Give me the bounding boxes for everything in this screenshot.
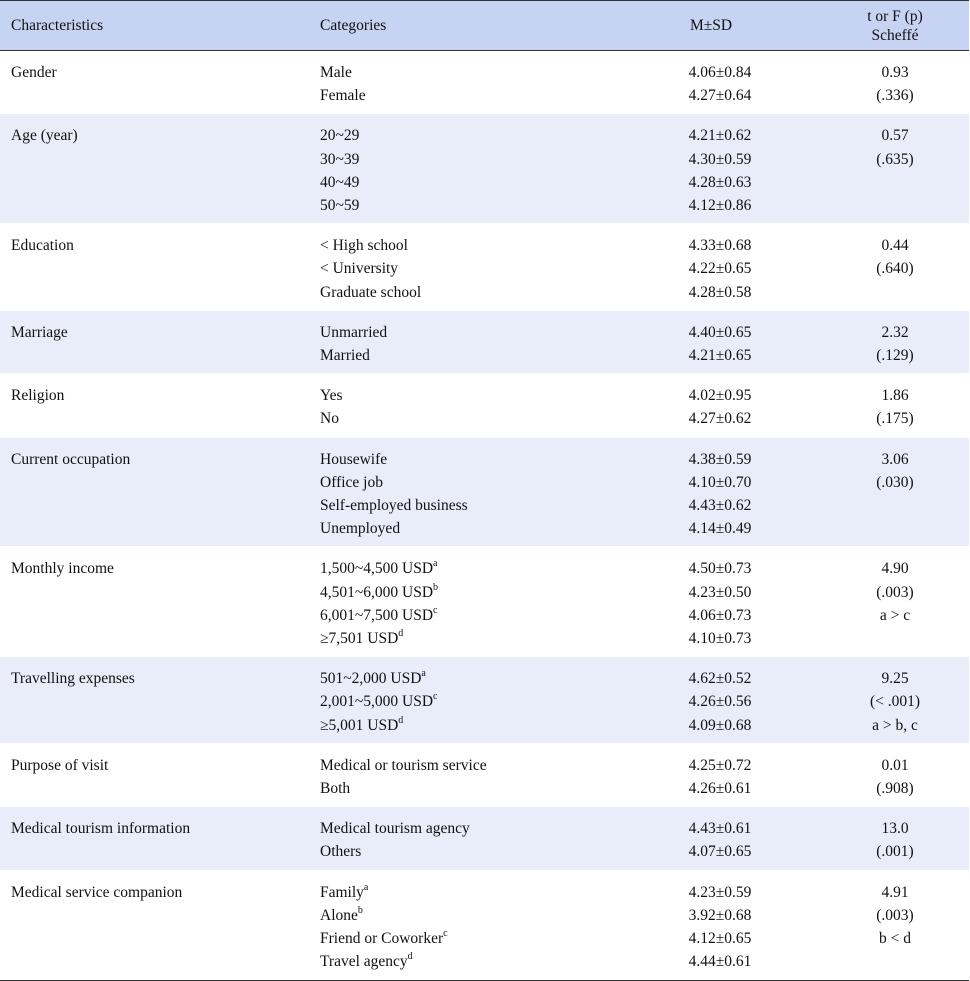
statistic-value: (.908) (876, 780, 914, 798)
msd-value: 4.43±0.62 (688, 497, 752, 515)
msd-value: 4.40±0.65 (688, 323, 752, 341)
category-label: Travel agency (320, 953, 408, 971)
statistic-value: (.336) (876, 87, 914, 105)
msd-cell (601, 114, 821, 224)
category-superscript: a (433, 558, 438, 570)
table-row (0, 807, 969, 870)
msd-value: 4.23±0.59 (688, 883, 752, 901)
statistic-value: (.129) (876, 347, 914, 365)
category-item (320, 881, 601, 904)
statistic-value: 0.93 (881, 64, 909, 81)
statistic-cell (821, 657, 969, 744)
msd-cell (601, 547, 821, 657)
category-item (320, 494, 601, 517)
statistic-value: 2.32 (881, 323, 909, 341)
msd-value: 4.43±0.61 (688, 820, 752, 838)
statistic-cell (821, 547, 969, 657)
category-label: < High school (320, 237, 408, 255)
msd-value: 4.06±0.73 (688, 606, 752, 624)
statistic-cell (821, 743, 969, 806)
msd-value: 4.25±0.72 (688, 756, 752, 774)
msd-value: 4.22±0.65 (688, 260, 752, 278)
msd-cell (601, 807, 821, 870)
statistic-cell (821, 807, 969, 870)
category-item (320, 407, 601, 430)
category-label: Housewife (320, 450, 388, 468)
msd-cell (601, 743, 821, 806)
category-superscript: b (357, 904, 363, 916)
category-label: 1,500~4,500 USD (320, 560, 434, 578)
category-label: Alone (320, 906, 358, 924)
statistic-value: 9.25 (881, 670, 909, 688)
category-superscript: b (433, 581, 439, 593)
category-item (320, 777, 601, 800)
statistic-value: (.003) (876, 583, 914, 601)
header-statistic-line2: Scheffé (871, 26, 919, 44)
category-item (320, 817, 601, 840)
msd-value: 4.27±0.62 (688, 410, 752, 428)
msd-cell (601, 374, 821, 437)
table-row (0, 743, 969, 806)
category-superscript: c (433, 604, 438, 616)
category-label: Medical tourism agency (320, 820, 470, 838)
msd-value: 4.10±0.73 (688, 630, 752, 648)
categories-cell (308, 374, 601, 437)
categories-cell (308, 743, 601, 806)
category-item (320, 517, 601, 540)
statistic-value: (.635) (876, 150, 914, 168)
header-statistic (821, 1, 969, 51)
category-superscript: d (398, 627, 404, 639)
category-item (320, 690, 601, 713)
characteristic-cell: Education (11, 237, 74, 255)
category-label: 40~49 (320, 173, 360, 191)
category-item (320, 604, 601, 627)
msd-value: 4.07±0.65 (688, 843, 752, 861)
categories-cell (308, 870, 601, 980)
category-label: No (320, 410, 339, 428)
msd-cell (601, 437, 821, 547)
category-item (320, 194, 601, 217)
msd-value: 4.06±0.84 (688, 64, 752, 81)
categories-cell (308, 51, 601, 114)
table-row (0, 224, 969, 311)
category-superscript: a (363, 881, 369, 893)
category-label: Medical or tourism service (320, 756, 487, 774)
category-label: Self-employed business (320, 497, 468, 515)
category-label: ≥5,001 USD (320, 716, 399, 734)
header-characteristics: Characteristics (11, 17, 104, 34)
msd-value: 4.12±0.86 (688, 197, 752, 215)
statistic-value: (.003) (876, 906, 914, 924)
category-item (320, 171, 601, 194)
categories-cell (308, 547, 601, 657)
msd-value: 4.26±0.56 (688, 693, 752, 711)
statistic-value: 0.57 (881, 127, 909, 145)
characteristic-cell: Marriage (11, 323, 68, 341)
statistic-value: 3.06 (881, 450, 909, 468)
category-label: 4,501~6,000 USD (320, 583, 434, 601)
category-item (320, 234, 601, 257)
statistic-value: 13.0 (881, 820, 909, 838)
categories-cell (308, 114, 601, 224)
category-label: 50~59 (320, 197, 360, 215)
msd-value: 4.62±0.52 (688, 670, 752, 688)
category-superscript: c (433, 691, 438, 703)
category-label: Graduate school (320, 283, 422, 301)
category-label: Others (320, 843, 362, 861)
category-item (320, 840, 601, 863)
category-label: 6,001~7,500 USD (320, 606, 434, 624)
msd-cell (601, 51, 821, 114)
msd-value: 4.23±0.50 (688, 583, 752, 601)
categories-cell (308, 437, 601, 547)
header-row (0, 1, 969, 51)
msd-value: 4.33±0.68 (688, 237, 752, 255)
statistic-value: 0.01 (881, 756, 909, 774)
characteristic-cell: Medical service companion (11, 883, 183, 901)
categories-cell (308, 657, 601, 744)
category-item (320, 84, 601, 107)
statistic-value: a > b, c (872, 716, 918, 734)
statistic-cell (821, 374, 969, 437)
category-label: < University (320, 260, 399, 278)
category-label: Office job (320, 473, 383, 491)
statistic-cell (821, 437, 969, 547)
category-label: ≥7,501 USD (320, 630, 399, 648)
header-categories: Categories (320, 17, 387, 34)
header-msd: M±SD (689, 17, 733, 34)
category-item (320, 557, 601, 580)
category-item (320, 344, 601, 367)
msd-value: 4.26±0.61 (688, 780, 752, 798)
category-item (320, 384, 601, 407)
category-superscript: d (398, 714, 404, 726)
category-item (320, 61, 601, 84)
category-superscript: d (407, 951, 413, 963)
msd-value: 4.14±0.49 (688, 520, 752, 538)
category-label: Both (320, 780, 351, 798)
statistic-value: (< .001) (869, 693, 921, 711)
characteristic-cell: Current occupation (11, 450, 131, 468)
msd-cell (601, 310, 821, 373)
msd-value: 4.12±0.65 (688, 930, 752, 948)
category-item (320, 950, 601, 973)
statistic-value: (.175) (876, 410, 914, 428)
characteristic-cell: Travelling expenses (11, 670, 135, 688)
table-body (0, 51, 969, 981)
msd-cell (601, 657, 821, 744)
category-label: Yes (320, 387, 343, 405)
table-row (0, 114, 969, 224)
table-row (0, 51, 969, 114)
category-label: 30~39 (320, 150, 360, 168)
category-item (320, 448, 601, 471)
category-item (320, 148, 601, 171)
category-label: Male (320, 64, 352, 81)
msd-value: 4.44±0.61 (688, 953, 752, 971)
characteristic-cell: Age (year) (11, 127, 78, 145)
category-item (320, 257, 601, 280)
msd-cell (601, 224, 821, 311)
msd-value: 4.27±0.64 (688, 87, 752, 105)
msd-value: 4.09±0.68 (688, 716, 752, 734)
category-item (320, 754, 601, 777)
statistic-value: (.640) (876, 260, 914, 278)
category-item (320, 627, 601, 650)
category-item (320, 927, 601, 950)
category-label: 20~29 (320, 127, 360, 145)
msd-value: 4.38±0.59 (688, 450, 752, 468)
statistic-value: 4.90 (881, 560, 909, 578)
category-item (320, 321, 601, 344)
category-item (320, 581, 601, 604)
table-row (0, 310, 969, 373)
category-superscript: a (421, 668, 426, 680)
statistic-value: 1.86 (881, 387, 909, 405)
header-statistic-line1: t or F (p) (867, 7, 923, 25)
msd-value: 3.92±0.68 (688, 906, 752, 924)
statistic-cell (821, 310, 969, 373)
msd-value: 4.28±0.63 (688, 173, 752, 191)
statistic-value: (.001) (876, 843, 914, 861)
categories-cell (308, 224, 601, 311)
category-label: Female (320, 87, 366, 105)
statistic-value: (.030) (876, 473, 914, 491)
category-item (320, 124, 601, 147)
msd-value: 4.28±0.58 (688, 283, 752, 301)
category-label: Unemployed (320, 520, 401, 538)
categories-cell (308, 807, 601, 870)
statistic-value: b < d (879, 930, 911, 948)
categories-cell (308, 310, 601, 373)
category-label: 501~2,000 USD (320, 670, 422, 688)
statistic-value: 4.91 (881, 883, 909, 901)
statistic-cell (821, 224, 969, 311)
msd-value: 4.21±0.62 (688, 127, 752, 145)
msd-cell (601, 870, 821, 980)
category-item (320, 471, 601, 494)
category-label: Unmarried (320, 323, 388, 341)
statistic-cell (821, 114, 969, 224)
category-item (320, 281, 601, 304)
table-row (0, 547, 969, 657)
msd-value: 4.21±0.65 (688, 347, 752, 365)
msd-value: 4.50±0.73 (688, 560, 752, 578)
category-item (320, 904, 601, 927)
category-label: Married (320, 347, 370, 365)
characteristic-cell: Monthly income (11, 560, 114, 578)
table-row (0, 870, 969, 980)
msd-value: 4.02±0.95 (688, 387, 752, 405)
characteristic-cell: Medical tourism information (11, 820, 191, 838)
category-superscript: c (443, 927, 448, 939)
msd-value: 4.30±0.59 (688, 150, 752, 168)
statistic-value: 0.44 (881, 237, 909, 255)
msd-value: 4.10±0.70 (688, 473, 752, 491)
category-label: Family (320, 883, 364, 901)
category-label: 2,001~5,000 USD (320, 693, 434, 711)
table-row (0, 437, 969, 547)
statistic-cell (821, 870, 969, 980)
category-label: Friend or Coworker (320, 930, 444, 948)
characteristic-cell: Purpose of visit (11, 756, 109, 774)
statistic-value: a > c (879, 606, 911, 624)
statistic-cell (821, 51, 969, 114)
characteristic-cell: Gender (11, 64, 57, 81)
category-item (320, 714, 601, 737)
table-row (0, 374, 969, 437)
characteristic-cell: Religion (11, 387, 65, 405)
table-header (0, 1, 969, 51)
table-row (0, 657, 969, 744)
category-item (320, 667, 601, 690)
